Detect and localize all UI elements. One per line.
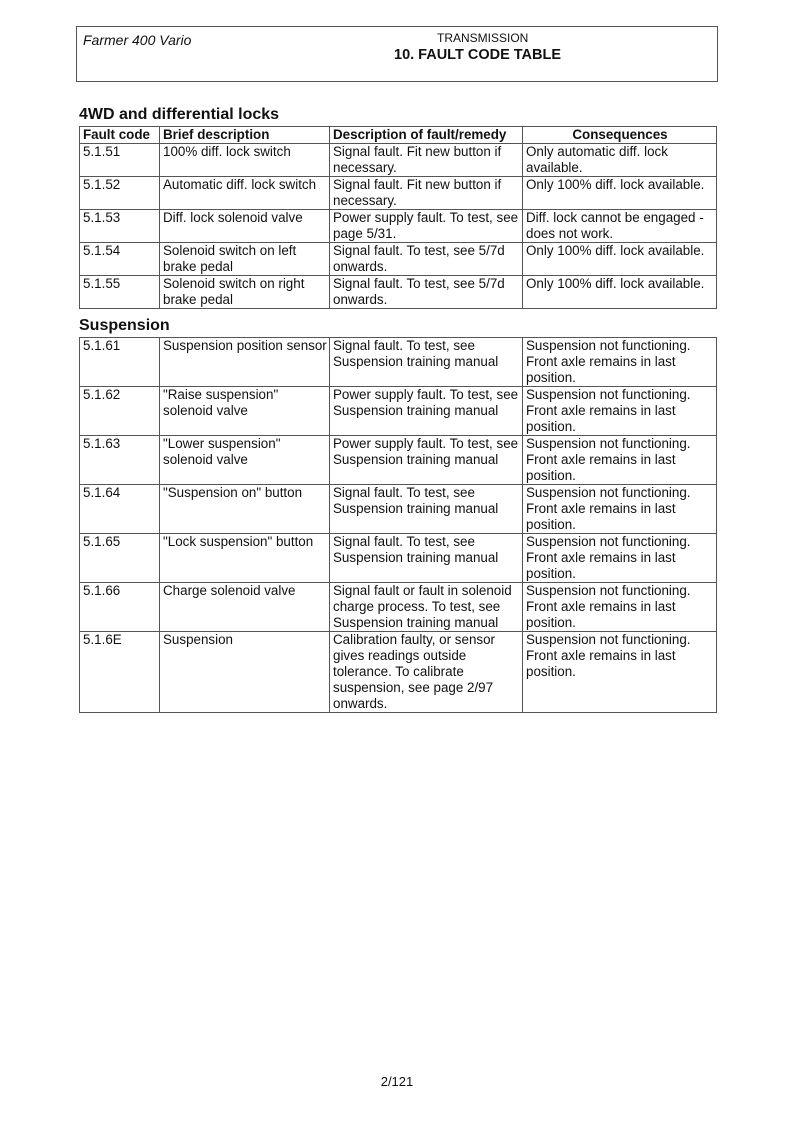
brief-description: "Lower suspension" solenoid valve <box>160 436 330 485</box>
table-header-row <box>80 127 717 144</box>
fault-remedy: Signal fault. To test, see 5/7d onwards. <box>330 243 523 276</box>
consequence: Suspension not functioning. Front axle remains in last position. <box>523 583 717 632</box>
fault-remedy: Calibration faulty, or sensor gives readings outside tolerance. To calibrate suspension, see page 2/97 onwards. <box>330 632 523 713</box>
brief-description: Solenoid switch on right brake pedal <box>160 276 330 309</box>
brief-description: 100% diff. lock switch <box>160 144 330 177</box>
table-row <box>80 387 717 436</box>
fault-remedy: Power supply fault. To test, see page 5/31. <box>330 210 523 243</box>
header-title: 10. FAULT CODE TABLE <box>394 47 562 63</box>
brief-description: "Lock suspension" button <box>160 534 330 583</box>
consequence: Only automatic diff. lock available. <box>523 144 717 177</box>
page-header <box>76 26 718 82</box>
table-row <box>80 243 717 276</box>
fault-remedy: Signal fault. To test, see Suspension training manual <box>330 338 523 387</box>
brief-description: Suspension <box>160 632 330 713</box>
header-category: TRANSMISSION <box>437 31 529 45</box>
consequence: Suspension not functioning. Front axle remains in last position. <box>523 632 717 713</box>
brief-description: Suspension position sensor <box>160 338 330 387</box>
fault-code: 5.1.66 <box>80 583 160 632</box>
consequence: Suspension not functioning. Front axle remains in last position. <box>523 485 717 534</box>
table-row <box>80 210 717 243</box>
brief-description: "Raise suspension" solenoid valve <box>160 387 330 436</box>
fault-code: 5.1.52 <box>80 177 160 210</box>
fault-remedy: Signal fault. Fit new button if necessary. <box>330 177 523 210</box>
column-header-brief: Brief description <box>160 127 330 144</box>
consequence: Only 100% diff. lock available. <box>523 177 717 210</box>
brief-description: Diff. lock solenoid valve <box>160 210 330 243</box>
table-row <box>80 177 717 210</box>
section-title-diff-locks: 4WD and differential locks <box>79 106 280 123</box>
brief-description: Charge solenoid valve <box>160 583 330 632</box>
header-model: Farmer 400 Vario <box>83 32 192 48</box>
fault-code: 5.1.6E <box>80 632 160 713</box>
fault-remedy: Signal fault. To test, see 5/7d onwards. <box>330 276 523 309</box>
fault-remedy: Power supply fault. To test, see Suspension training manual <box>330 436 523 485</box>
fault-code: 5.1.65 <box>80 534 160 583</box>
column-header-fault-code: Fault code <box>80 127 160 144</box>
fault-code: 5.1.64 <box>80 485 160 534</box>
table-row <box>80 534 717 583</box>
column-header-consequences: Consequences <box>523 127 717 144</box>
page-number: 2/121 <box>380 1074 414 1089</box>
diff-lock-table <box>79 126 717 309</box>
table-row <box>80 583 717 632</box>
table-row <box>80 338 717 387</box>
consequence: Only 100% diff. lock available. <box>523 276 717 309</box>
brief-description: Automatic diff. lock switch <box>160 177 330 210</box>
table-row <box>80 276 717 309</box>
consequence: Suspension not functioning. Front axle remains in last position. <box>523 436 717 485</box>
table-row <box>80 436 717 485</box>
consequence: Suspension not functioning. Front axle remains in last position. <box>523 534 717 583</box>
fault-code: 5.1.61 <box>80 338 160 387</box>
table-row <box>80 485 717 534</box>
brief-description: "Suspension on" button <box>160 485 330 534</box>
consequence: Diff. lock cannot be engaged - does not work. <box>523 210 717 243</box>
fault-remedy: Signal fault or fault in solenoid charge process. To test, see Suspension training manual <box>330 583 523 632</box>
fault-code: 5.1.53 <box>80 210 160 243</box>
table-row <box>80 632 717 713</box>
fault-code: 5.1.55 <box>80 276 160 309</box>
consequence: Only 100% diff. lock available. <box>523 243 717 276</box>
fault-remedy: Signal fault. To test, see Suspension training manual <box>330 534 523 583</box>
brief-description: Solenoid switch on left brake pedal <box>160 243 330 276</box>
fault-remedy: Signal fault. To test, see Suspension training manual <box>330 485 523 534</box>
fault-remedy: Power supply fault. To test, see Suspension training manual <box>330 387 523 436</box>
fault-remedy: Signal fault. Fit new button if necessary. <box>330 144 523 177</box>
column-header-remedy: Description of fault/remedy <box>330 127 523 144</box>
fault-code: 5.1.51 <box>80 144 160 177</box>
fault-code: 5.1.54 <box>80 243 160 276</box>
table-row <box>80 144 717 177</box>
consequence: Suspension not functioning. Front axle remains in last position. <box>523 387 717 436</box>
fault-code: 5.1.62 <box>80 387 160 436</box>
fault-code: 5.1.63 <box>80 436 160 485</box>
suspension-table <box>79 337 717 713</box>
consequence: Suspension not functioning. Front axle remains in last position. <box>523 338 717 387</box>
section-title-suspension: Suspension <box>79 317 170 334</box>
